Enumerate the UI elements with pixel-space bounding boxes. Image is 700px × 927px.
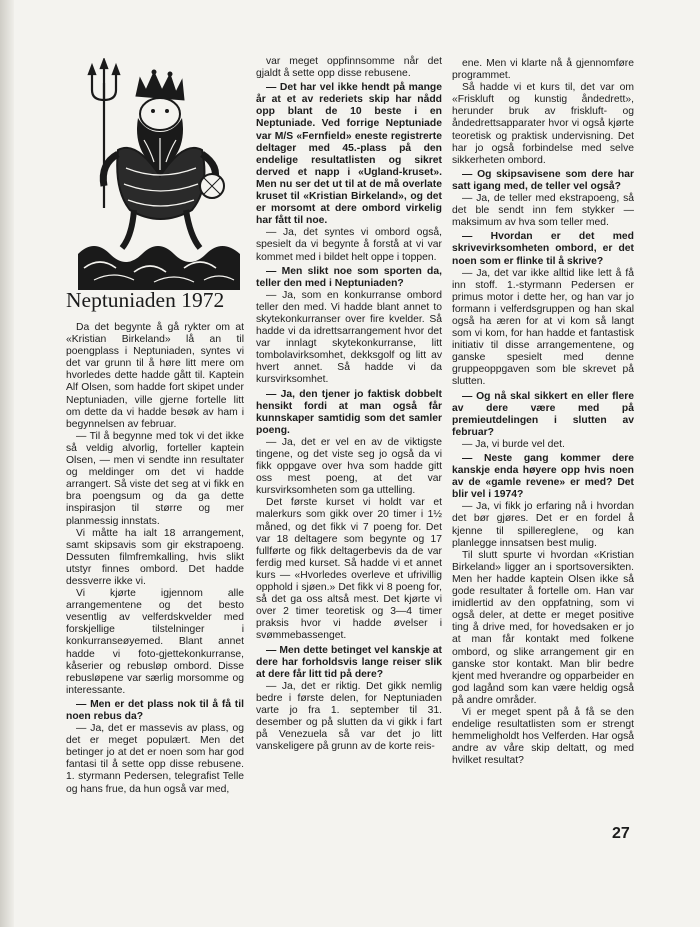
interview-question: — Og skipsavisene som dere har satt igang med, de teller vel også? [452,168,634,192]
interview-question: — Men dette betinget vel kanskje at dere har forholdsvis lange reiser slik at dere får litt tid på dere? [256,644,442,680]
article-paragraph: — Ja, vi burde vel det. [462,438,565,450]
article-paragraph: — Ja, det syntes vi ombord også, spesielt da vi begynte å forstå at vi var kommet med i bildet helt oppe i toppen. [256,227,442,263]
text-column-2 [256,56,442,753]
page-number: 27 [612,825,630,842]
article-paragraph: Vi er meget spent på å få se den endelige resultatlisten som er strengt hemmeligholdt hos Velferden. Har også andre av våre skip deltatt, og med hvilket resultat? [452,706,634,767]
article-paragraph: — Ja, som en konkurranse ombord teller den med. Vi hadde blant annet to skytekonkurranser over fire kvelder. Så hadde vi da idrettsarrangement hvor det var innlagt skytekonkurranse, litt tombolavirksomhet, dekksgolf og litt av hvert annet. Så hadde vi da kursvirksomhet. [256,289,442,386]
interview-question: — Neste gang kommer dere kanskje enda høyere opp hvis noen av de «gamle revene» er med? Det blir vel i 1974? [452,453,634,501]
article-paragraph: Så hadde vi et kurs til, det var om «Friskluft og kunstig åndedrett», herunder bruk av friskluft- og åndedrettsapparater hvor vi også kjørte teoretisk og praktisk undervisning. Det har jo også forbindelse med selve sikkerheten ombord. [452,82,634,166]
interview-question: — Det har vel ikke hendt på mange år at et av rederiets skip har nådd opp blant de 10 beste i en Neptuniade. Ved forrige Neptuniade var M/S «Fernfield» eneste registrerte deltager med 45.-plass på den endelige resultatlisten og sikret derved et napp i «Ugland-kruset». Men nu ser det ut til at de må overlate kruset til «Kristian Birkeland», og det er morsomt at dere ombord virkelig har fått til noe. [256,82,442,227]
article-paragraph: — Ja, det er massevis av plass, og det er meget populært. Men det betinger jo at det er noen som har god fantasi til å sette opp disse rebusene. 1. styrmann Pedersen, telegrafist Telle og hans frue, da hun også var med, [66,723,244,795]
king-neptune-icon [74,58,244,290]
interview-question: — Ja, den tjener jo faktisk dobbelt hensikt fordi at man også får kunnskaper samtidig som det samler poeng. [256,388,442,436]
article-paragraph: ene. Men vi klarte nå å gjennomføre programmet. [452,58,634,82]
article-paragraph: Da det begynte å gå rykter om at «Kristian Birkeland» lå an til poengplass i Neptuniaden, syntes vi det var grunn til å høre litt mere om hvorledes dette hadde gått til. Kaptein Alf Olsen, som hadde fort skipet under Neptuniaden, ville gjerne fortelle litt om dette da vi hadde besøk av ham i begynnelsen av februar. [66,322,244,430]
article-paragraph: — Ja, de teller med ekstrapoeng, så det ble sendt inn fem stykker — maksimum av hva som teller med. [452,193,634,229]
article-paragraph: Vi måtte ha ialt 18 arrangement, samt skipsavis som gir ekstrapoeng. Dessuten filmfremkalling, hvis slikt utstyr finnes ombord. Det hadde dessverre ikke vi. [66,527,244,587]
interview-question: — Men slikt noe som sporten da, teller den med i Neptuniaden? [256,265,442,289]
article-paragraph: — Ja, det er riktig. Det gikk nemlig bedre i første delen, for Neptuniaden varte jo fra 1. september til 31. desember og på slutten da vi gikk i fart på Venezuela så var det jo litt vanskeligere på grunn av de korte reis- [256,680,442,753]
interview-question: — Hvordan er det med skrivevirksomheten ombord, er det noen som er flinke til å skrive? [452,231,634,267]
article-paragraph: — Ja, vi fikk jo erfaring nå i hvordan det bør gjøres. Det er en fordel å kjenne til spillereglene, og kan planlegge innsatsen best mulig. [452,501,634,549]
article-paragraph: Det første kurset vi holdt var et malerkurs som gikk over 20 timer i 1½ måned, og det fikk vi 7 poeng for. Det var 18 deltagere som begynte og 17 fullførte og fikk deltagerbevis da de var ferdig med kurset. Så hadde vi et annet kurs — «Hvorledes overleve et ufrivillig opphold i sjøen.» Det fikk vi 8 poeng for, så det ga oss altså mest. Det kjørte vi over 2 timer teoretisk og 3—4 timer praksis hvor vi hadde øvelser i svømmebassenget. [256,497,442,642]
text-column-3 [452,58,634,767]
interview-question: — Men er det plass nok til å få til noen rebus da? [66,698,244,722]
article-paragraph: — Ja, det var ikke alltid like lett å få inn stoff. 1.-styrmann Pedersen er primus motor i dette her, og han var jo formann i velferdsgruppen og han skal også ha æren for at vi kom så langt som vi kom, for han hadde et fantastisk initiativ til disse arrangementene, og ganske spesielt med denne gruppeoppgaven som ble skrevet på slutten. [452,267,634,388]
article-paragraph: — Til å begynne med tok vi det ikke så veldig alvorlig, forteller kaptein Olsen, — men vi sendte inn resultater og meldinger om det vi hadde arrangert. Så viste det seg at vi fikk en bra poengsum og da ga dette inspirasjon til større og mer planmessig innstats. [66,430,244,527]
interview-question: — Og nå skal sikkert en eller flere av dere være med på premieutdelingen i slutten av februar? [452,390,634,438]
article-paragraph: — Ja, det er vel en av de viktigste tingene, og det viste seg jo også da vi fikk oppgave over hva som hadde gitt oss mest poeng, at det var kursvirksomheten som ga uttelling. [256,436,442,497]
article-paragraph: Vi kjørte igjennom alle arrangementene og det besto vesentlig av velferdskvelder med forskjellige tilstelninger i konkurranseøyemed. Blant annet hadde vi foto-gjettekonkurranse, kåserier og rebusløp ombord. Disse rebusløpene var særlig morsomme og interessante. [66,588,244,696]
article-title: Neptuniaden 1972 [66,288,225,312]
text-column-1 [66,322,244,796]
article-paragraph: Til slutt spurte vi hvordan «Kristian Birkeland» ligger an i sportsoversikten. Men her hadde kaptein Olsen ikke så gode resultater å fortelle om. Han var imidlertid av den oppfatning, som vi også deler, at dette er meget positive ting å drive med, for hovedsaken er jo at man får kontakt med folkene ombord, og slike arrangement gir en ganske stor kontakt. Man blir bedre kjent med hverandre og opparbeider en god lagånd som kan være heldig også på andre områder. [452,549,634,706]
page-binding-shadow [0,0,14,927]
article-paragraph: var meget oppfinnsomme når det gjaldt å sette opp disse rebusene. [256,56,442,80]
